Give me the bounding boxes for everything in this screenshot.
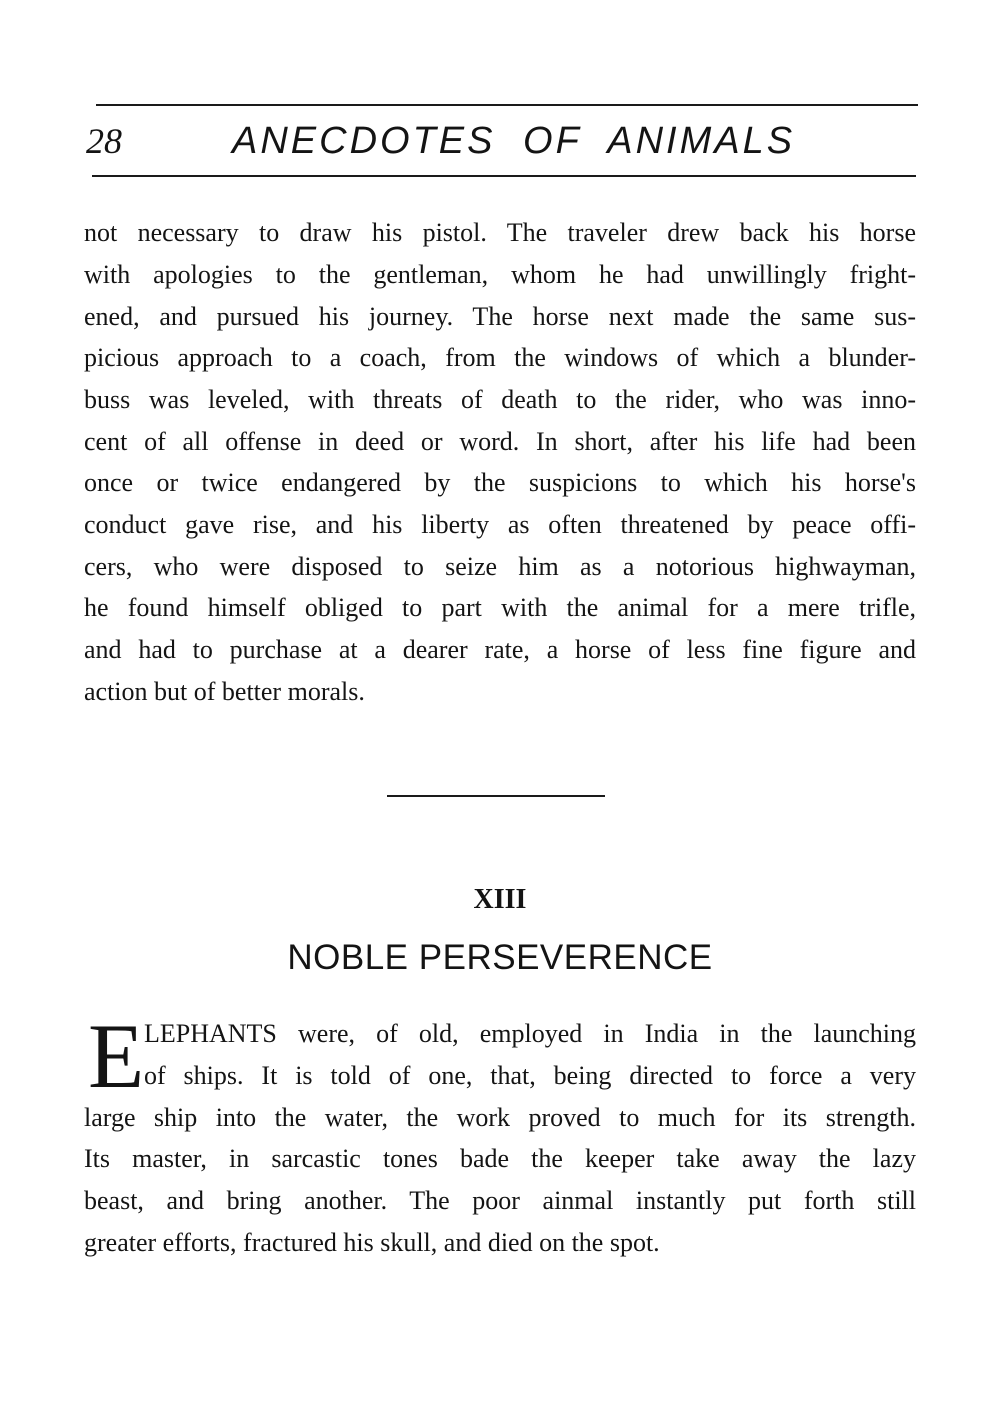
text-line: cers, who were disposed to seize him as a notorious highwayman, <box>84 552 916 581</box>
chapter-title: NOBLE PERSEVERENCE <box>287 938 713 977</box>
text-line: buss was leveled, with threats of death to the rider, who was inno- <box>84 385 916 414</box>
text-line: Its master, in sarcastic tones bade the keeper take away the lazy <box>84 1144 916 1173</box>
page-number: 28 <box>86 121 122 161</box>
text-line: of ships. It is told of one, that, being directed to force a very <box>144 1061 916 1090</box>
text-line: picious approach to a coach, from the windows of which a blunder- <box>84 343 916 372</box>
text-line: and had to purchase at a dearer rate, a horse of less fine figure and <box>84 635 916 664</box>
header-rule-bottom <box>92 175 916 177</box>
text-line: once or twice endangered by the suspicions to which his horse's <box>84 468 916 497</box>
text-line: conduct gave rise, and his liberty as often threatened by peace offi- <box>84 510 916 539</box>
text-line: cent of all offense in deed or word. In short, after his life had been <box>84 427 916 456</box>
text-line: greater efforts, fractured his skull, and died on the spot. <box>84 1228 660 1257</box>
text-line: LEPHANTS were, of old, employed in India in the launching <box>144 1019 916 1048</box>
text-line: large ship into the water, the work proved to much for its strength. <box>84 1103 916 1132</box>
text-line: beast, and bring another. The poor ainmal instantly put forth still <box>84 1186 916 1215</box>
text-line: ened, and pursued his journey. The horse next made the same sus- <box>84 302 916 331</box>
header-rule-top <box>96 104 918 106</box>
text-line: action but of better morals. <box>84 677 365 706</box>
section-divider <box>387 795 605 797</box>
drop-cap: E <box>88 1005 145 1107</box>
text-line: not necessary to draw his pistol. The traveler drew back his horse <box>84 218 916 247</box>
text-line: with apologies to the gentleman, whom he had unwillingly fright- <box>84 260 916 289</box>
running-title: ANECDOTES OF ANIMALS <box>232 120 796 162</box>
chapter-number: XIII <box>473 884 527 915</box>
text-line: he found himself obliged to part with the animal for a mere trifle, <box>84 593 916 622</box>
